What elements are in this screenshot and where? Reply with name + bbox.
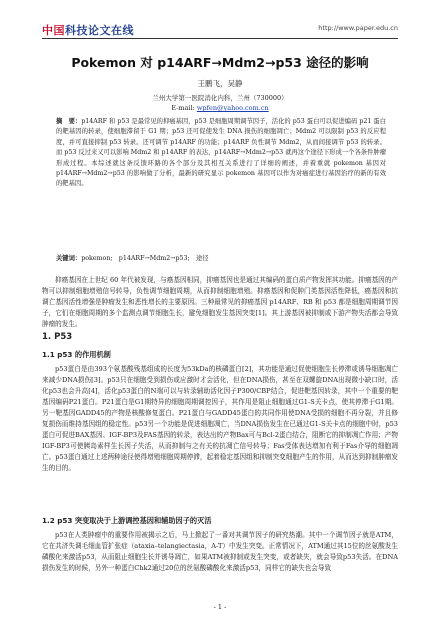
affiliation: 兰州大学第一医院消化内科，兰州（730000） bbox=[152, 94, 288, 102]
email-link[interactable]: wpfen@yahoo.com.cn bbox=[196, 104, 269, 112]
keywords-text: pokemon; p14ARF→Mdm2→p53; 途径 bbox=[81, 255, 209, 262]
abstract bbox=[56, 117, 386, 190]
authors: 王鹏飞，吴静 bbox=[197, 79, 243, 88]
email-label: E-mail: bbox=[171, 104, 195, 112]
logo-blue-text: 科技论文在线 bbox=[65, 24, 134, 37]
page-number: - 1 - bbox=[213, 603, 227, 611]
intro-paragraph: 抑癌基因在上世纪 60 年代被发现，与癌基因相同，抑癌基因也是通过其编码的蛋白质产物发挥其功能。抑癌基因的产物可以抑制细胞增殖信号转导，负性调节细胞周期，从而抑制细胞增殖。抑癌基因和促肿门类基因活性降低，癌基因和抗调亡基因活性增强是肿瘤发生和恶性增长的主要原因。三种最常见的抑癌基因 p14ARF、RB 和 p53 都是细胞周期调节因子，它们在细胞周期的多个监测点调节细胞生长，避免细胞发生基因突变[1]。其上游基因被抑制或下游产物失活都会导致肿瘤的发生。 bbox=[42, 276, 398, 328]
paper-title: Pokemon 对 p14ARF→Mdm2→p53 途径的影响 bbox=[71, 55, 369, 70]
keywords bbox=[56, 253, 386, 262]
body-paragraph: p53蛋白是由393个氨基酸残基组成的长度为53kDa的核磷蛋白[2]，其功能是通过促使细胞生长停滞或诱导细胞凋亡来减少DNA损伤[3]。p53只在细胞受到损伤或应激时才会活化，但在DNA损伤，甚至在双螺旋DNA出现微小缺口时，活化p53也会升高[4]，活化p53蛋白的N端可以与转录辅助活化因子P300/CBP结合，促进靶基因转录，其中一个重要的靶基因编码P21蛋白。P21蛋白是G1期特异的细胞周期调控因子，其作用是阻止细胞通过G1-S关卡点，使其停滞于G1期。另一靶基因GADD45的产物是核酸修复蛋白。P21蛋白与GADD45蛋白的共同作用使DNA受损的细胞不再分裂，并且修复损伤而维持基因组的稳定性。p53另一个功能是促进细胞凋亡，当DNA损伤发生在已通过G1-S关卡点的细胞中时，p53蛋白可促进BAX基因、IGF-BP3及FAS基因的转录，表达出的产物Bax可与Bcl-2蛋白结合，阻断它的抑制凋亡作用；产物IGF-BP3可使胰岛素样生长因子失活，从而抑制与之有关的抗凋亡信号转导；Fas受体表达增加有利于Fas介导的细胞凋亡。p53蛋白通过上述两种途径使得增殖细胞周期停滞，起着稳定基因组和抑制突变细胞产生的作用，从而达到抑制肿瘤发生的目的。 bbox=[42, 365, 398, 472]
email-line bbox=[0, 104, 440, 112]
subsection-heading: 1.1 p53 的作用机制 bbox=[42, 350, 111, 359]
header-rule bbox=[42, 38, 398, 39]
abstract-text: p14ARF 和 p53 是最常见的抑癌基因，p53 是细胞周期调节因子，活化的 p53 蛋白可以促进编码 p21 蛋白的靶基因的转录，使细胞滞留于 G1 期；p53 还可促使发生 DNA 损伤的细胞凋亡；Mdm2 可以限制 p53 的反应程度，并可直接抑制 p53 转录。还可调节 p14ARF 的功能；p14ARF 负性调节 Mdm2，从而间接调节 p53 的转录。而 p53 反过来又可以影响 Mdm2 和 p14ARF 的表达，p14ARF→Mdm2→p53 就再这个途径下形成一个各条件肿瘤形成过程。本综述就这条反馈环路的各个部分及其相互关系进行了详细的阐述，并着重就 pokemon 基因对 p14ARF→Mdm2→p53 的影响做了分析，最新的研究显示 pokemon 基因可以作为对癌症进行基因治疗的新的有效的靶基因。 bbox=[56, 118, 387, 188]
keywords-label: 关键词： bbox=[56, 255, 82, 262]
site-url[interactable]: http://www.paper.edu.cn bbox=[318, 24, 398, 32]
journal-logo bbox=[42, 22, 134, 38]
body-paragraph: p53在人类肿瘤中的重要作用被揭示之后，马上掀起了一番对其调节因子的研究热潮。其中一个调节因子就是ATM，它在共济失调毛细血管扩张症（ataxia–telangiectasia，A-T）中发生突变。正常情况下，ATM通过其15位的丝氨酸发生磷酸化来激活p53，从而阻止细胞生长并诱导凋亡，如果ATM被抑制或发生突变，或者缺失，就会导致p53失活。在DNA损伤发生的时候，另外一种蛋白Chk2通过20位的丝氨酸磷酸化来激活p53，同样它的缺失也会导致 bbox=[42, 531, 398, 572]
section-heading: 1. P53 bbox=[42, 332, 73, 342]
abstract-label: 摘 要： bbox=[56, 118, 82, 125]
subsection-heading: 1.2 p53 突变取决于上游调控基因和辅助因子的灭活 bbox=[42, 516, 212, 525]
logo-red-text: 中国 bbox=[42, 24, 65, 37]
